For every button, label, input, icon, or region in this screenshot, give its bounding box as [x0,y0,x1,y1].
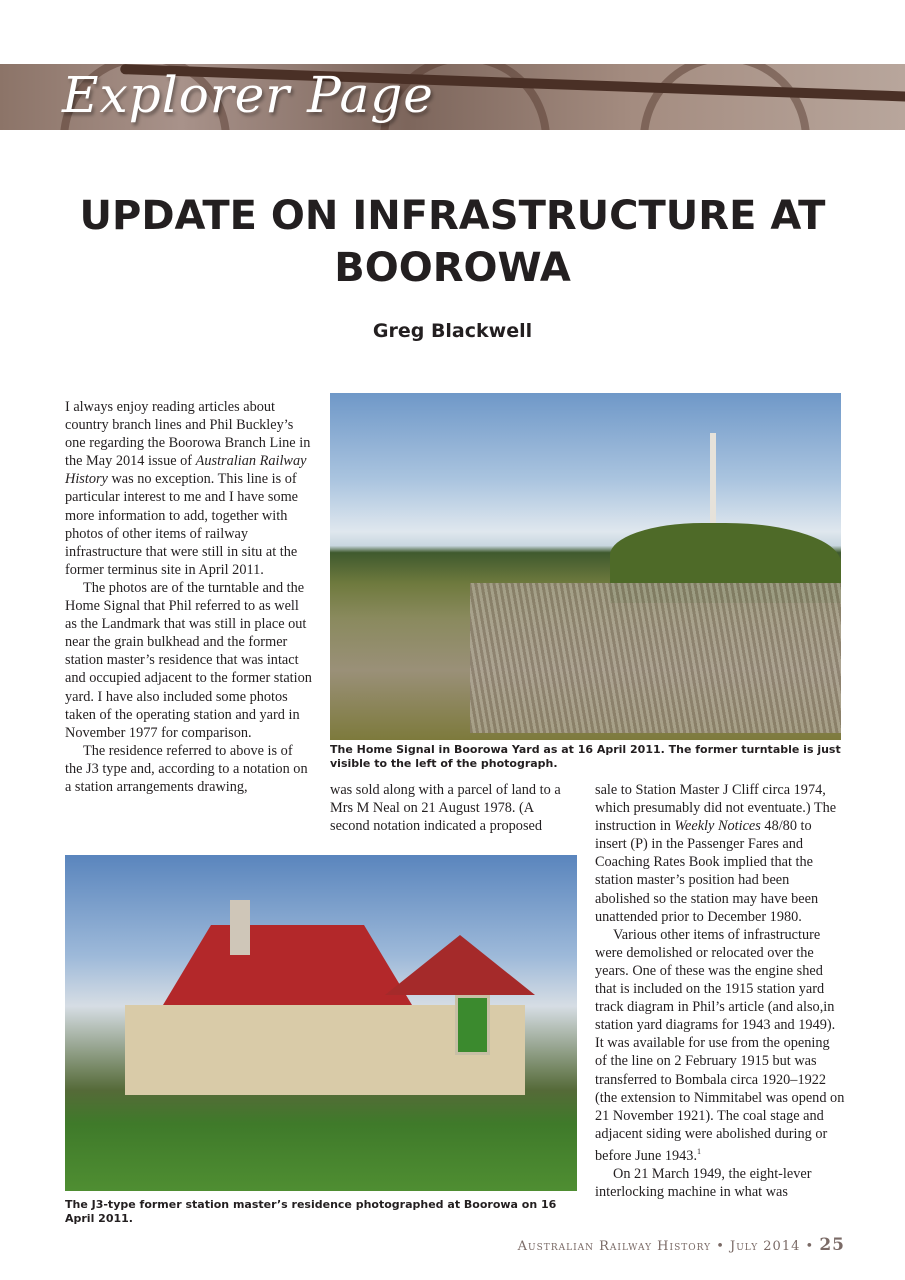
page-number: 25 [819,1235,845,1255]
photo1-caption: The Home Signal in Boorowa Yard as at 16 April 2011. The former turntable is just visible to the left of the photograph. [330,743,841,770]
green-window [455,995,490,1055]
residence-photo [65,855,577,1191]
red-roof [160,925,415,1010]
page-footer [518,1235,845,1255]
middle-column [330,781,575,835]
section-title: Explorer Page [62,66,434,124]
dry-vegetation [470,583,841,733]
chimney [230,900,250,955]
paragraph: Various other items of infrastructure were demolished or relocated over the years. One of these was the engine shed that is included on the 1915 station yard track diagram in Phil’s article (and also,in station yard diagrams for 1943 and 1949). It was available for use from the opening of the line on 2 February 1915 but was transferred to Bombala circa 1920–1922 (the extension to Nimmitabel was opend on 21 November 1921). The coal stage and adjacent siding were abolished during or before June 1943.$^1$ [595,926,845,1164]
photo2-caption: The J3-type former station master’s residence photographed at Boorowa on 16 April 2011. [65,1198,557,1225]
article-author: Greg Blackwell [372,320,533,342]
paragraph: On 21 March 1949, the eight-lever interlocking machine in what was [595,1165,812,1200]
gable-roof [385,935,535,995]
paragraph: The photos are of the turntable and the Home Signal that Phil referred to as well as the Landmark that was still in place out near the grain bulkhead and the former station master’s residence that was intact and occupied adjacent to the former station yard. I have also included some photos taken of the operating station and yard in November 1977 for comparison. [65,579,312,741]
footnote-ref[interactable]: 1 [697,1146,702,1156]
right-column [595,781,845,1201]
publication-name: Australian Railway History [517,1239,712,1254]
home-signal-photo [330,393,841,740]
separator: • [716,1239,725,1254]
paragraph: sale to Station Master J Cliff circa 1974, which presumably did not eventuate.) The instruction in Weekly Notices 48/80 to insert (P) in the Passenger Fares and Coaching Rates Book implied that the station master’s position had been abolished so the station may have been unattended prior to December 1980. [595,782,837,925]
issue-date: July 2014 [730,1239,801,1254]
article-title: UPDATE ON INFRASTRUCTURE AT BOOROWA [79,193,826,291]
paragraph: was sold along with a parcel of land to a Mrs M Neal on 21 August 1978. (A second notation indicated a proposed [330,782,561,835]
paragraph: I always enjoy reading articles about country branch lines and Phil Buckley’s one regarding the Boorowa Branch Line in the May 2014 issue of Australian Railway History was no exception. This line is of particular interest to me and I have some more information to add, together with photos of other items of railway infrastructure that were still in situ at the former terminus site in April 2011. [65,399,311,578]
separator: • [805,1239,815,1254]
left-column [65,398,313,796]
paragraph: The residence referred to above is of the J3 type and, according to a notation on a station arrangements drawing, [65,742,308,795]
